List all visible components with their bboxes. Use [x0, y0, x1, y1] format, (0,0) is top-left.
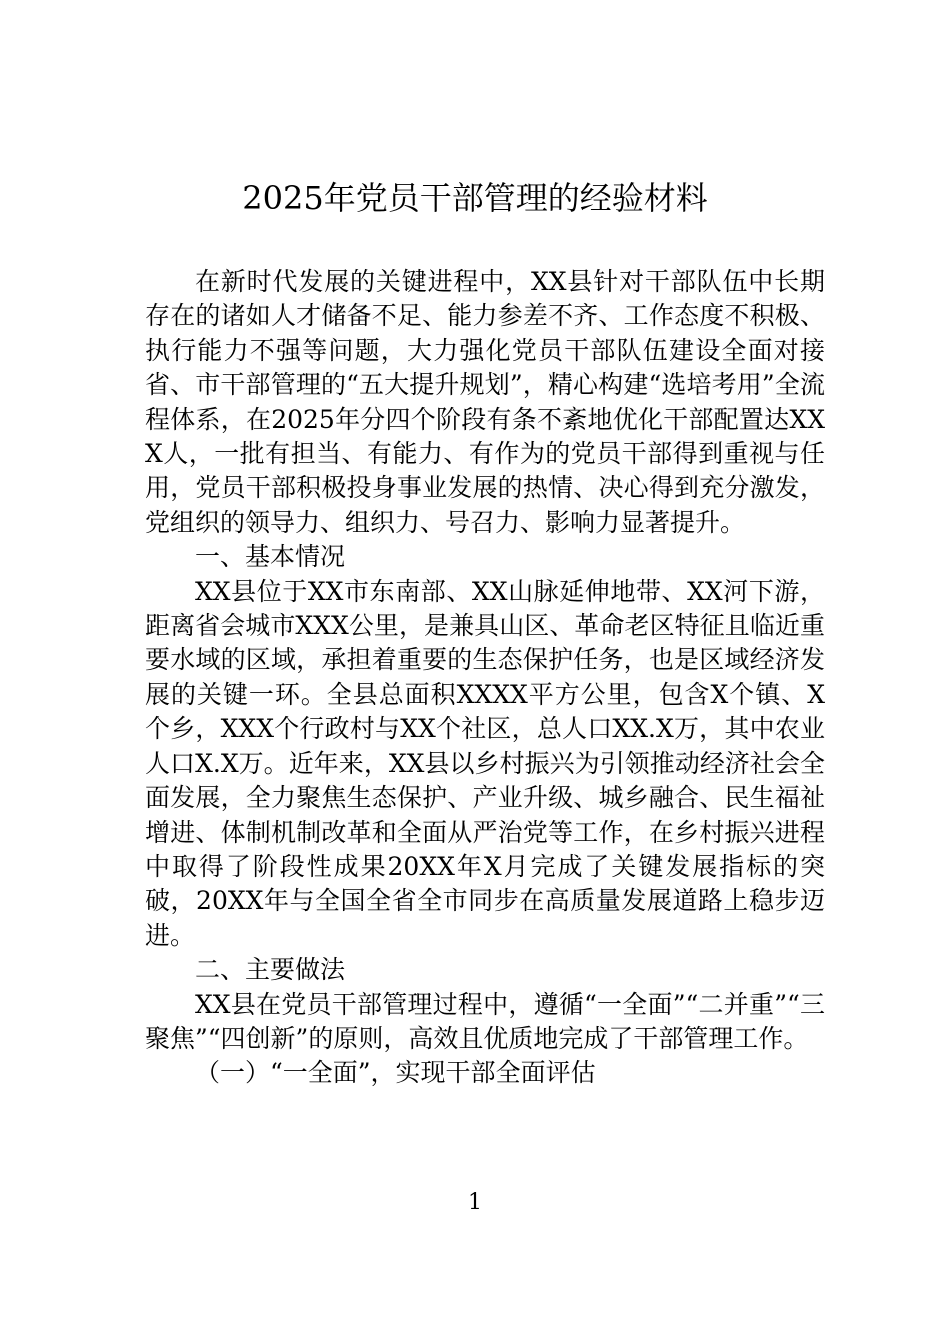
page-number: 1	[468, 1190, 482, 1215]
main-practices-paragraph: XX县在党员干部管理过程中，遵循“一全面”“二并重”“三聚焦”“四创新”的原则，高效且优质地完成了干部管理工作。	[145, 989, 825, 1053]
intro-paragraph: 在新时代发展的关键进程中，XX县针对干部队伍中长期存在的诸如人才储备不足、能力参差不齐、工作态度不积极、执行能力不强等问题，大力强化党员干部队伍建设全面对接省、市干部管理的“五大提升规划”，精心构建“选培考用”全流程体系，在2025年分四个阶段有条不紊地优化干部配置达XXX人，一批有担当、有能力、有作为的党员干部得到重视与任用，党员干部积极投身事业发展的热情、决心得到充分激发，党组织的领导力、组织力、号召力、影响力显著提升。	[145, 267, 825, 537]
section-heading-main-practices: 二、主要做法	[195, 955, 346, 985]
basic-situation-paragraph: XX县位于XX市东南部、XX山脉延伸地带、XX河下游，距离省会城市XXX公里，是兼具山区、革命老区特征且临近重要水域的区域，承担着重要的生态保护任务，也是区域经济发展的关键一环。全县总面积XXXX平方公里，包含X个镇、X个乡，XXX个行政村与XX个社区，总人口XX.X万，其中农业人口X.X万。近年来，XX县以乡村振兴为引领推动经济社会全面发展，全力聚焦生态保护、产业升级、城乡融合、民生福祉增进、体制机制改革和全面从严治党等工作，在乡村振兴进程中取得了阶段性成果20XX年X月完成了关键发展指标的突破，20XX年与全国全省全市同步在高质量发展道路上稳步迈进。	[145, 576, 825, 950]
subsection-heading-one: （一）“一全面”，实现干部全面评估	[195, 1058, 596, 1088]
document-body	[145, 265, 825, 1091]
section-heading-basic-situation: 一、基本情况	[195, 542, 346, 572]
document-title: 2025年党员干部管理的经验材料	[242, 179, 708, 217]
